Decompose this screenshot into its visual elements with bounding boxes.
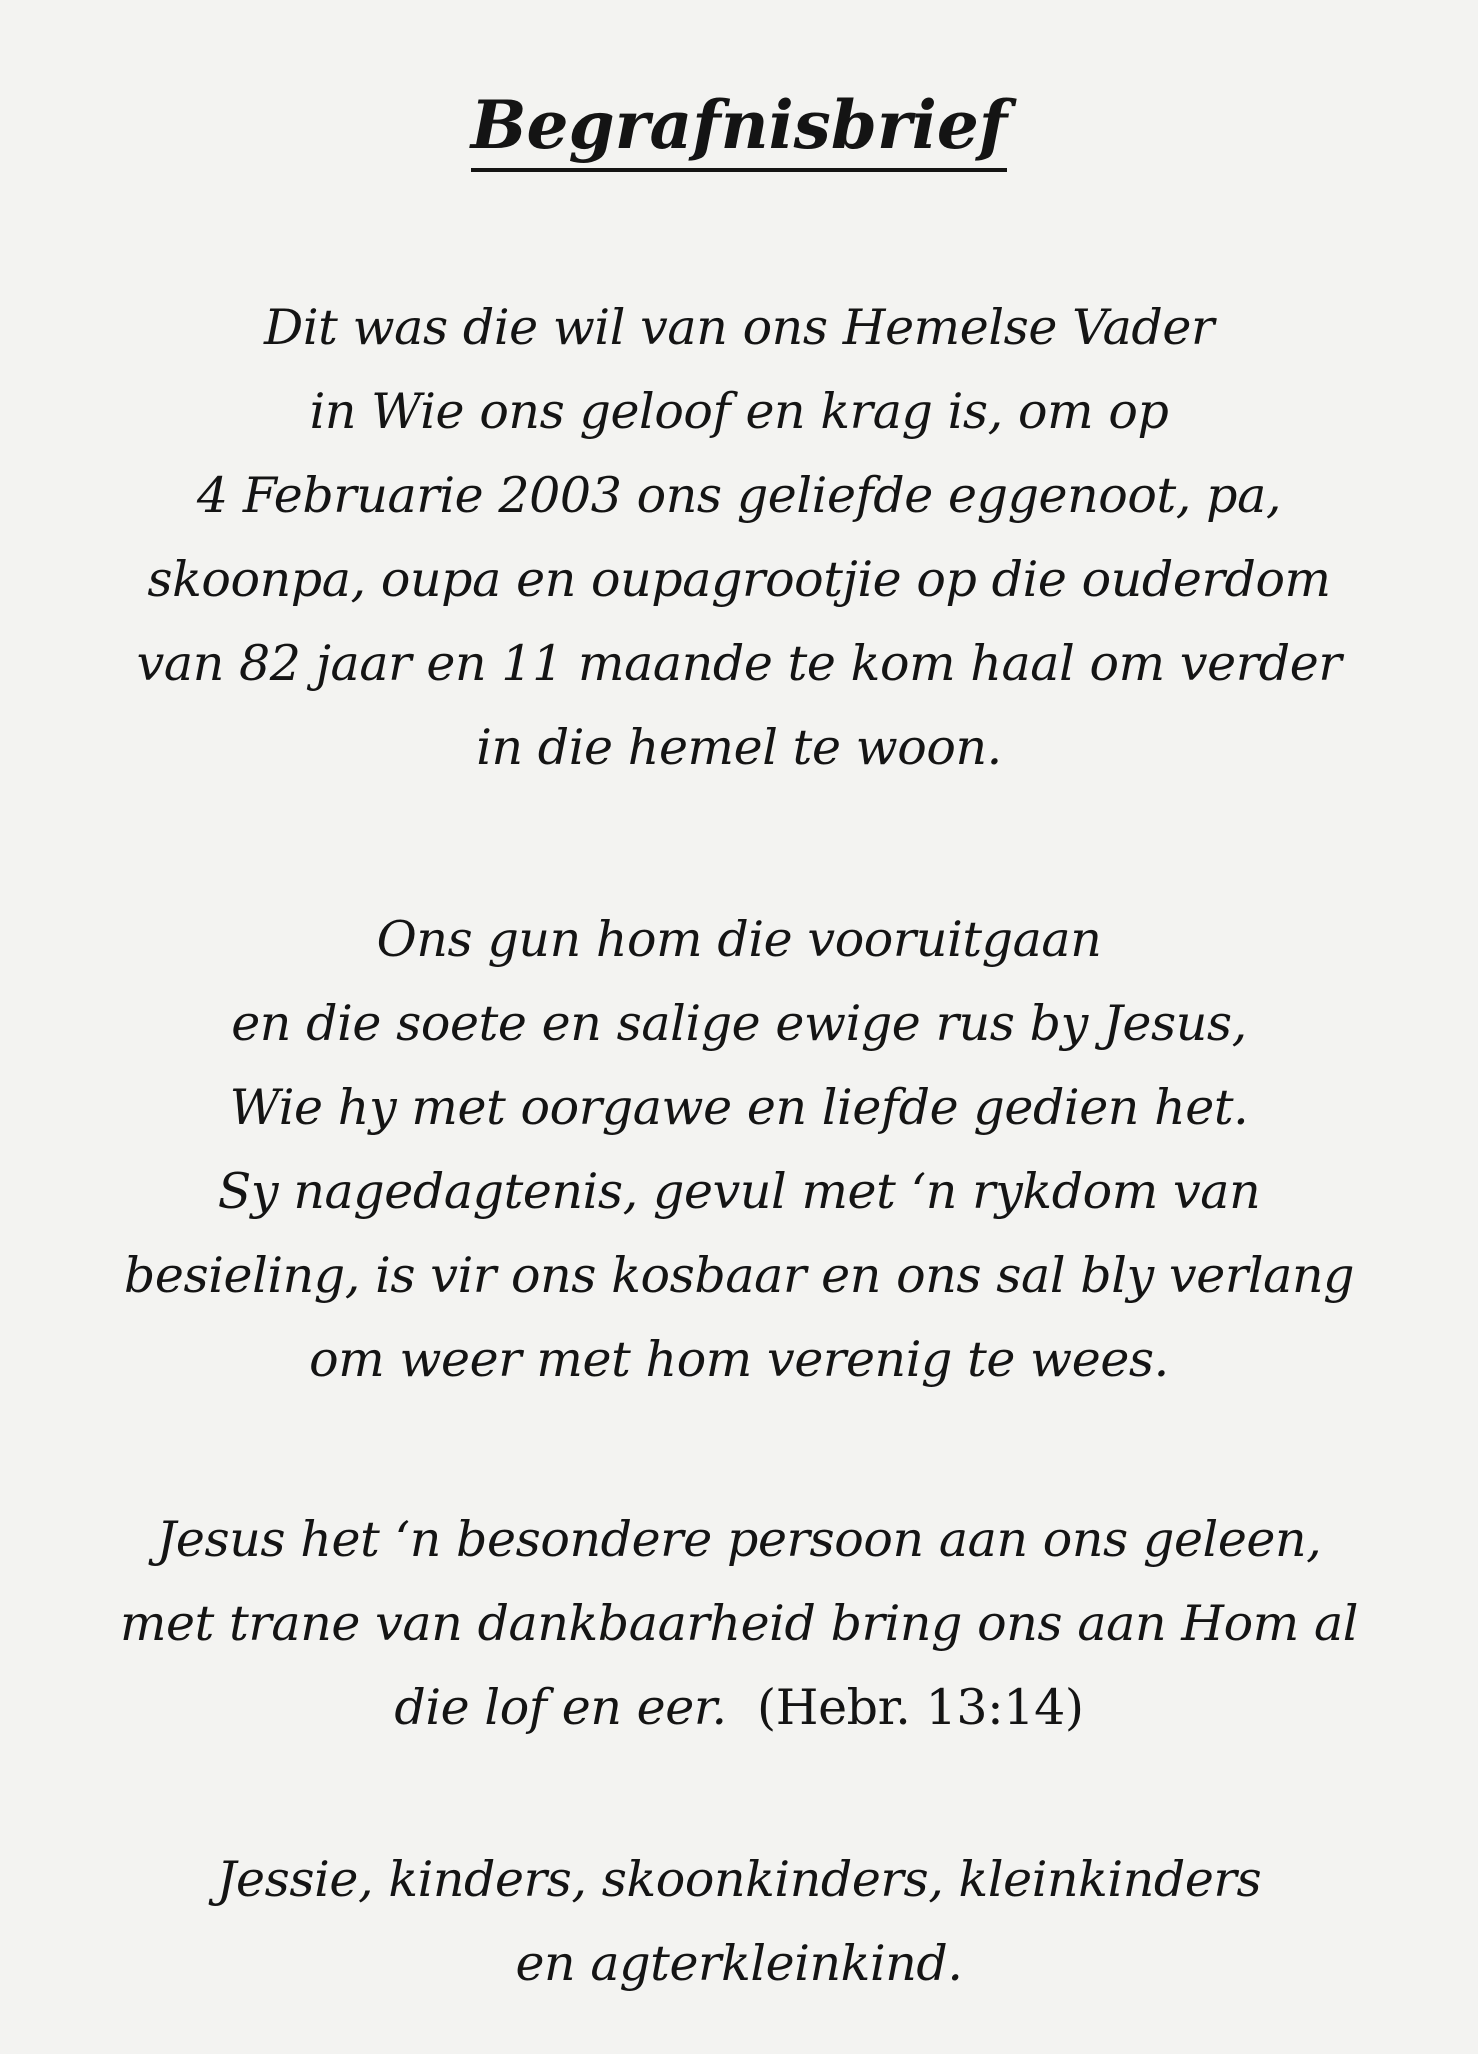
paragraph-remembrance [40, 898, 1438, 1402]
text-line: Dit was die wil van ons Hemelse Vader [263, 299, 1215, 356]
scripture-reference: (Hebr. 13:14) [757, 1679, 1084, 1736]
text-line: en die soete en salige ewige rus by Jesus, [231, 995, 1247, 1052]
paragraph-announcement [40, 286, 1438, 790]
text-fragment: die lof en eer. [394, 1679, 727, 1736]
text-line: van 82 jaar en 11 maande te kom haal om verder [136, 635, 1342, 692]
text-line: besieling, is vir ons kosbaar en ons sal bly verlang [123, 1247, 1355, 1304]
text-line: Jesus het ‘n besondere persoon aan ons geleen, [156, 1511, 1322, 1568]
paragraph-family [40, 1838, 1438, 2006]
title-text: Begrafnisbrief [471, 92, 1007, 172]
text-line-with-reference [40, 1666, 1438, 1750]
text-line: 4 Februarie 2003 ons geliefde eggenoot, pa, [196, 467, 1282, 524]
text-line: in Wie ons geloof en krag is, om op [309, 383, 1169, 440]
text-line: in die hemel te woon. [476, 719, 1002, 776]
text-line: met trane van dankbaarheid bring ons aan Hom al [119, 1595, 1359, 1652]
text-line: om weer met hom verenig te wees. [309, 1331, 1169, 1388]
text-line: en agterkleinkind. [515, 1935, 963, 1992]
text-line: Wie hy met oorgawe en liefde gedien het. [229, 1079, 1249, 1136]
text-line: Sy nagedagtenis, gevul met ‘n rykdom van [217, 1163, 1261, 1220]
paragraph-gratitude [40, 1498, 1438, 1750]
text-line: Ons gun hom die vooruitgaan [376, 911, 1102, 968]
text-line: skoonpa, oupa en oupagrootjie op die ouderdom [147, 551, 1331, 608]
text-line: Jessie, kinders, skoonkinders, kleinkinders [216, 1851, 1262, 1908]
page-title [0, 86, 1478, 172]
